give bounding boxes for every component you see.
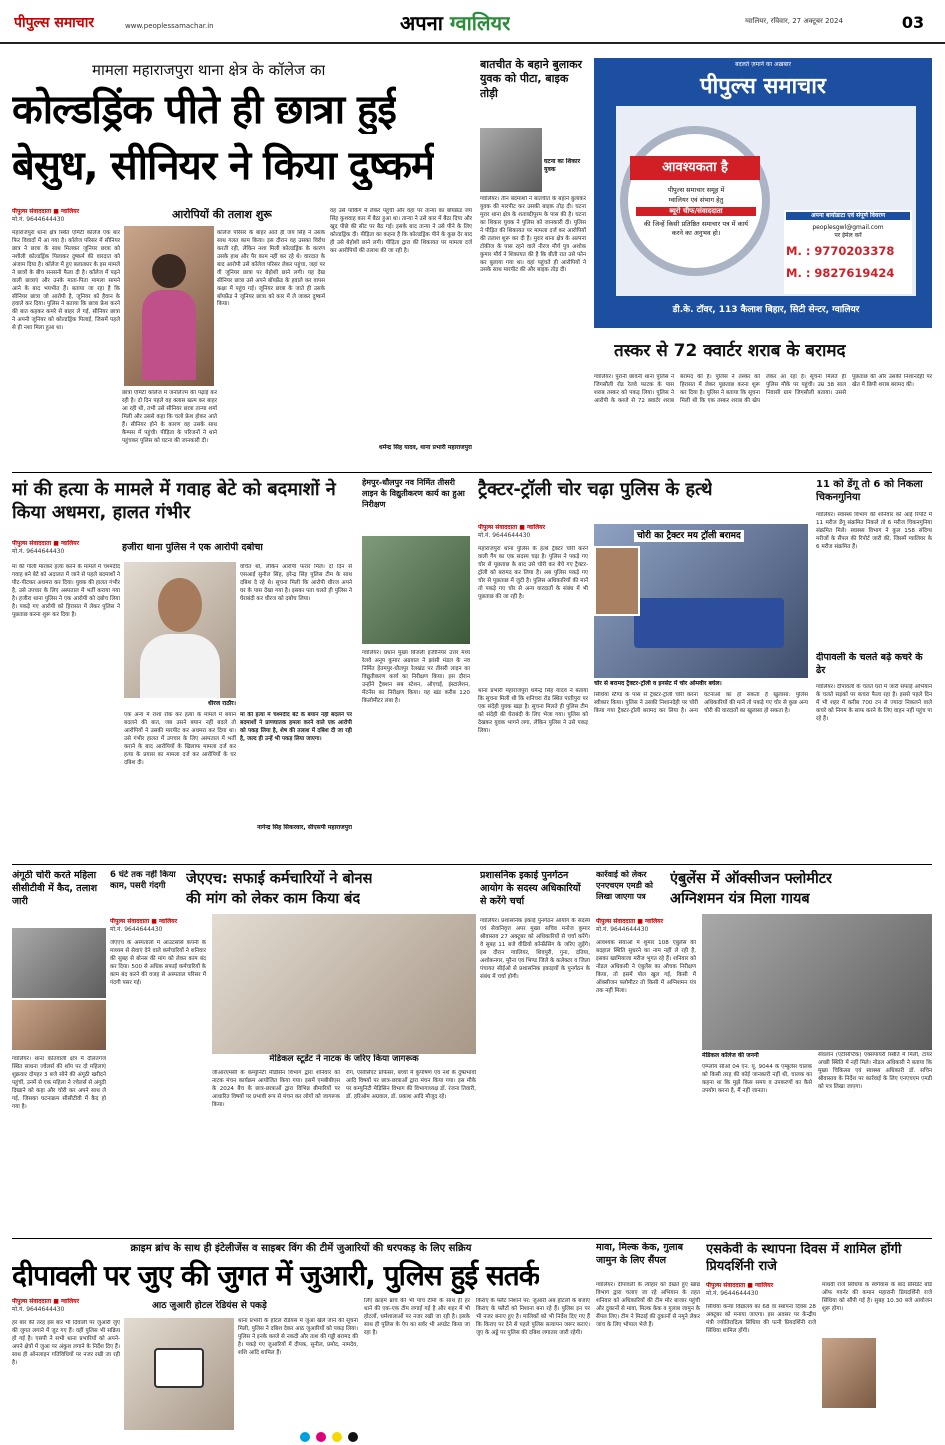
lead-headline-line2: बेसुध, सीनियर ने किया दुष्कर्म (12, 143, 434, 189)
ad-mobile-1: M. : 9770203378 (786, 244, 895, 258)
lead-mobile: मो.नं. 9644644430 (12, 216, 65, 224)
section-title-city: ग्वालियर (449, 11, 511, 35)
witness-byline (12, 540, 120, 556)
witness-col-1: मां की गोली मारकर हत्या करने के मामले में चश्मदीद गवाह बने बेटे को अदालत में जाने से पहले बदमाशों ने पीट-पीटकर अधमरा कर दिया। युवक की हालत गंभीर है, उसे उपचार के लिए अस्पताल में भर्ती कराया गया है। हजीरा थाना पुलिस ने एक आरोपी को दबोच लिया है। पकड़े गए आरोपी को हिरासत में लेकर पुलिस ने पूछताछ करना शुरू कर दिया है। (12, 564, 120, 618)
tractor-byline (478, 524, 588, 540)
liquor-story (594, 340, 932, 466)
ad-email-note: पर ईमेल करें (834, 232, 862, 239)
dengue-story (816, 478, 932, 646)
gamblers-story (12, 1242, 590, 1430)
lead-signoff: धर्मेन्द्र सिंह यादव, थाना प्रभारी महाराजपुरा (378, 444, 472, 451)
skv-mobile: मो.नं. 9644644430 (706, 1290, 759, 1298)
witness-photo-face-icon (158, 578, 202, 632)
lead-kicker: मामला महाराजपुरा थाना क्षेत्र के कॉलेज का (92, 61, 326, 79)
skv-photo (822, 1338, 876, 1408)
registration-mark-yellow (332, 1432, 342, 1442)
skv-byline-text: पीपुल्स संवाददाता ■ ग्वालियर (706, 1282, 774, 1289)
ambulance-headline-line1: एंबुलेंस में ऑक्सीजन फ्लोमीटर (670, 871, 832, 887)
divider-1 (12, 472, 932, 473)
woman-thief-photo-1 (12, 928, 106, 998)
lead-byline-text: पीपुल्स संवाददाता ■ ग्वालियर (12, 208, 80, 215)
ambulance-col-3: सेवलॉन (एंटीसेप्टिक) एक्सपायरी स्थिति में मिली, टायर अच्छी स्थिति में नहीं मिले। नोडल अधिकारी ने बताया कि मुख्य चिकित्सा एवं स्वास्थ्य अधिकारी डॉ. सचिन श्रीवास्तव के निर्देश पर कार्रवाई के लिए एनएचएम एमडी को पत्र लिखा जाएगा। (818, 1052, 932, 1090)
ad-body-panel (616, 106, 916, 296)
skv-col-2: माधवी राजे सिंधिया के स्वर्गवास के बाद प्रेसिडेंट बोर्ड ऑफ गवर्नर की कमान महारानी प्रियदर्शिनी राजे सिंधिया को सौंपी गई है। सुबह 10.30 बजे आयोजन शुरू होगा। (822, 1282, 932, 1312)
ambulance-photo-caption: मेडिकल कॉलेज की जननी (702, 1052, 759, 1059)
witness-quote: मां की हत्या में चश्मदीद बेटे के बयान नहीं बदलने पर बदमाशों ने प्राणघातक हमला करने वाले एक आरोपी को पकड़ लिया है, शेष की तलाश में दबिश दी जा रही है, जल्द ही उन्हें भी पकड़ लिया जाएगा। (240, 712, 352, 742)
diwali-garbage-story (816, 652, 932, 860)
bonus-story (110, 870, 476, 1234)
registration-mark-cyan (300, 1432, 310, 1442)
bonus-col-3: रोग, एसोसिएट प्रोफेसर, बच्चों में कुपोषण एवं नशे के दुष्प्रभावों आदि विषयों पर छात्र-छात्राओं द्वारा मंचन किया गया। इस मौके पर कम्युनिटी मेडिसिन विभाग की विभागाध्यक्ष डॉ. रंजना तिवारी, डॉ. हरिओम अग्रवाल, डॉ. प्रकाश आदि मौजूद रहे। (346, 1070, 476, 1100)
skv-headline: एसकेवी के स्थापना दिवस में शामिल होंगी प्रियदर्शिनी राजे (706, 1242, 902, 1274)
lead-col-1: महाराजपुरा थाना क्षेत्र स्थित एमिटी कॉलेज एक बार फिर विवादों में आ गया है। कॉलेज परिसर में सीनियर छात्र ने छात्रा के साथ मिलकर जूनियर छात्रा को नशीली कोल्डड्रिंक पिलाकर दुष्कर्म की वारदात को अंजाम दिया है। कॉलेज में हुए बलात्कार के इस मामले ने छात्रों के बीच सनसनी फैला दी है। कॉलेज में पढ़ने वाली छात्राएं और उनके माता-पिता मामला सामने आने के बाद भयभीत हैं। बताया जा रहा है कि सीनियर छात्रा जो आरोपी है, जूनियर को हैवान के हवाले कर दिया। पुलिस ने बताया कि छात्रा फ्रेश करने की बात कहकर कमरे से बाहर ले गई, सीनियर छात्रा ने अपनी जूनियर को कोल्डड्रिंक पिलाई, जिसमें पहले से ही नशा मिला हुआ था। (12, 230, 120, 332)
bonus-headline-line2: की मांग को लेकर काम किया बंद (186, 891, 361, 907)
witness-photo (124, 562, 236, 698)
ad-line3: की जिन्हें किसी प्रतिष्ठित समाचार पत्र में कार्य करने का अनुभव हो। (643, 220, 749, 237)
gamblers-kicker: क्राइम ब्रांच के साथ ही इंटेलीजेंस व साइबर विंग की टीमें जुआरियों की धरपकड़ के लिए सक्रिय (130, 1243, 472, 1254)
reorg-body: ग्वालियर। प्रशासनिक इकाई पुनर्गठन आयोग के सदस्य एवं सेवानिवृत्त अपर मुख्य सचिव मनोज कुमार श्रीवास्तव 27 अक्टूबर को अधिकारियों से चर्चा करेंगे। वे सुबह 11 बजे वीडियो कॉन्फ्रेंसिंग के जरिए जुड़ेंगे। इस दौरान ग्वालियर, शिवपुरी, गुना, दतिया, अशोकनगर, मुरैना एवं भिण्ड जिले के कलेक्टर व जिला पंचायत सीईओ से प्रशासनिक इकाइयों के पुनर्गठन के संबंध में चर्चा होगी। (480, 918, 590, 980)
ad-brand: पीपुल्स समाचार (700, 74, 826, 99)
gamblers-headline: दीपावली पर जुए की जुगत में जुआरी, पुलिस हुई सतर्क (12, 1259, 540, 1292)
ad-tagline: बदलते ज़माने का अख़बार (735, 61, 791, 68)
tractor-photo (594, 524, 808, 678)
ad-mobile-2: M. : 9827619424 (786, 266, 895, 280)
reorg-story (480, 870, 590, 1234)
dateline: ग्वालियर, रविवार, 27 अक्टूबर 2024 (745, 17, 843, 25)
ad-banner: आवश्यकता है (630, 156, 760, 180)
bonus-byline-text: पीपुल्स संवाददाता ■ ग्वालियर (110, 918, 178, 925)
witness-col-3: एक अन्य मे राशा रोक कर हत्या के मामले में बयान बदलने की बात, जब उसने बयान नहीं बदले तो आरोपियों ने उसकी मारपीट कर अधमरा कर दिया था। उसे गंभीर हालत में उपचार के लिए अस्पताल में भर्ती कराने के बाद आरोपियों के खिलाफ मामला दर्ज कर हत्या के प्रयास का मामला दर्ज कर आरोपियों के घर दबिश दी। (124, 712, 236, 766)
dengue-headline: 11 को डेंगू तो 6 को निकला चिकनगुनिया (816, 479, 923, 503)
gamblers-col-1: हर बार की तरह इस बार भी दिवाली पर जुआरी जुए की जुगत लगाने में जुट गए हैं। वहीं पुलिस भी सक्रिय हो गई है। एसपी ने सभी थाना प्रभारियों को अपने-अपने क्षेत्रों में जुआ पर अंकुश लगाने के निर्देश दिए हैं। साथ ही ऑनलाइन गतिविधियों पर नजर रखी जा रही है। (12, 1320, 120, 1366)
reorg-headline: प्रशासनिक इकाई पुनर्गठन आयोग के सदस्य अधिकारियों से करेंगे चर्चा (480, 870, 581, 907)
registration-mark-magenta (316, 1432, 326, 1442)
ambulance-story (596, 870, 932, 1234)
lead-byline (12, 208, 120, 224)
ambulance-side-tag: कार्रवाई को लेकर एनएचएम एमडी को लिखा जाएगा पत्र (596, 870, 653, 901)
gamblers-byline (12, 1298, 120, 1314)
tower-body: ग्वालियर। प्रधान मुख्य बिजली इंजीनियर उत्तर मध्य रेलवे अनूप कुमार अग्रवाल ने झांसी मंडल के नव निर्मित हेतमपुर-धौलपुर रेलखंड पर तीसरी लाइन का विद्युतीकरण कार्य का निरीक्षण किया। इस दौरान उन्होंने ट्रैक्शन सब स्टेशन, ओएचई, इंस्टालेशन, मेंटनेंस का निरीक्षण किया। यह खंड करीब 120 किलोमीटर लंबा है। (362, 650, 470, 704)
bonus-side-tag: 6 घंटे तक नहीं किया काम, पसरी गंदगी (110, 870, 176, 892)
tower-headline: हेमपुर-धौलपुर नव निर्मित तीसरी लाइन के विद्युतीकरण कार्य का हुआ निरीक्षण (362, 478, 465, 509)
tower-story (362, 478, 470, 860)
ad-email: peoplesgwl@gmail.com (812, 224, 884, 231)
gamblers-col-4: किराए के फ्लैट निशाने पर: जुआरी अब होटलों के बजाए किराए के फ्लैटों को निशाना बना रहे हैं। पुलिस इन पर भी नजर बनाए हुए है। मालिकों को भी निर्देश दिए गए हैं कि किराए पर देने से पहले पुलिस सत्यापन जरूर कराएं। जुए के अड्डे पर पुलिस की दबिश लगातार जारी रहेगी। (476, 1298, 590, 1336)
lead-story (12, 58, 474, 466)
lead-headline-line1: कोल्डड्रिंक पीते ही छात्रा हुई (12, 87, 396, 133)
woman-thief-headline: अंगूठी चोरी करते महिला सीसीटीवी में कैद, तलाश जारी (12, 870, 98, 907)
lead-photo-figure-icon (152, 254, 186, 288)
witness-headline: मां की हत्या के मामले में गवाह बेटे को बदमाशों ने किया अधमरा, हालत गंभीर (12, 479, 336, 524)
ad-address: डी.के. टॉवर, 113 कैलाश बिहार, सिटी सेन्टर, ग्वालियर (672, 305, 860, 315)
tractor-mobile: मो.नं. 9644644430 (478, 532, 531, 540)
lead-col-4: वह उसे पार्किंग में लेकर पहुंची और वहां पर तान्या का बॉयफ्रेंड जय सिंह कुशवाह कार में बैठा हुआ था। तान्या ने उसे कार में बैठा दिया और खुद पीछे की सीट पर बैठ गई। इसके बाद तान्या ने उसे पीने के लिए कोल्डड्रिंक दी। पीड़िता का कहना है कि कोल्डड्रिंक पीने के कुछ देर बाद ही उसे बेहोशी छाने लगी। पीड़िता द्वारा की शिकायत पर मामला दर्ज कर आरोपियों की तलाश की जा रही है। (330, 208, 472, 254)
registration-mark-black (348, 1432, 358, 1442)
ad-contact-text: अपना बायोडाटा एवं संपूर्ण विवरण (786, 212, 910, 220)
witness-quote-signoff: नागेन्द्र सिंह सिकरवार, सीएसपी महाराजपुरा (257, 824, 352, 831)
tractor-story (478, 478, 808, 860)
ambulance-headline-line2: अग्निशमन यंत्र मिला गायब (670, 891, 810, 907)
bike-photo (480, 128, 542, 192)
gamblers-col-2: थाना प्रभारी के होटल रेडियंस में जुआ खेले जाने की सूचना मिली, पुलिस ने दबिश देकर आठ जुआरियों को पकड़ लिया। पुलिस ने इनके कब्जे से नकदी और ताश की गड्डी बरामद की है। पकड़े गए जुआरियों में दीपक, सुनील, प्रमोद, नामदेव, शशि आदि शामिल हैं। (238, 1318, 358, 1356)
gamblers-cards-icon (154, 1348, 204, 1388)
divider-3 (12, 1238, 932, 1239)
diwali-garbage-headline: दीपावली के चलते बढ़े कचरे के ढेर (816, 652, 923, 676)
witness-col-2: वचित थी, लेकिन आरोपी फरार मिले। दो दिन से एसआई सुनील सिंह, हरेन्द्र सिंह पुलिस टीम के साथ दबिश दे रहे थे। सूचना मिली कि आरोपी धीरज अपने घर के पास देखा गया है। इसका पता चलते ही पुलिस ने घेराबंदी कर धीरज को दबोच लिया। (240, 564, 352, 602)
tractor-byline-text: पीपुल्स संवाददाता ■ ग्वालियर (478, 524, 546, 531)
bonus-headline-line1: जेएएच: सफाई कर्मचारियों ने बोनस (186, 871, 373, 887)
ad-line1: पीपुल्स समाचार समूह में (667, 186, 725, 194)
section-title (400, 10, 510, 37)
woman-thief-story (12, 870, 106, 1234)
gamblers-col-3: लिए क्राइम ब्रांच की भी पांच टीमों के साथ ही हर थाने की एक-एक टीम लगाई गई है और शहर में भी होटलों, धर्मशालाओं पर नजर रखी जा रही है। इसके साथ ही पुलिस के ऐप का सर्वर भी अपडेट किया जा रहा है। (364, 1298, 470, 1336)
bike-headline: बातचीत के बहाने बुलाकर युवक को पीटा, बाइक तोड़ी (480, 58, 583, 100)
bonus-byline (110, 918, 206, 934)
lead-col-2: कॉलेज परिसर के बाहर आते ही जय सिंह ने उसके साथ गलत काम किया। इस दौरान वह उसका विरोध करती रही, लेकिन नशा मिली कोल्डड्रिंक के कारण उसके हाथ और पैर काम नहीं कर रहे थे। वारदात के बाद आरोपी उसे कॉलेज परिसर लेकर पहुंचा, जहां पर वी जूनियर छात्रा पर बेहोशी छाने लगी। यह देख सीनियर छात्रा उसे अपने बॉयफ्रेंड के हवाले कर वापस कक्षा में पहुंच गई। जूनियर छात्रा के जाते ही उसके बॉयफ्रेंड ने जूनियर छात्रा को कार में ले जाकर दुष्कर्म किया। (217, 230, 325, 308)
lead-photo-dress-icon (142, 290, 196, 380)
ambulance-byline (596, 918, 696, 934)
lead-col-3: छात्रा एमिटी कॉलेज में जनलिज्म की पढ़ाई कर रही है। दो दिन पहले वह क्लास खत्म कर बाहर आ रही थी, तभी उसे सीनियर छात्रा तान्या शर्मा मिली और उससे कहा कि चलो फ्रेश होकर आते हैं। सीनियर होने के कारण वह उसके साथ कैम्पस में पहुंची। पीड़िता के परिजनों ने थाने पहुंचकर पुलिस को घटना की जानकारी दी। (122, 390, 217, 444)
witness-subhead: हजीरा थाना पुलिस ने एक आरोपी दबोचा (122, 542, 263, 553)
witness-photo-caption: धीरज राठौर। (207, 700, 236, 707)
section-title-prefix: अपना (400, 11, 443, 35)
tractor-col-3: सिंधिया स्टैण्ड के पास से ट्रैक्टर-ट्रॉली चोरी करना स्वीकार किया। पुलिस ने उसकी निशानदेही पर चोरी किया गया ट्रैक्टर-ट्रॉली बरामद कर लिया है। अन्य घटनाओं का हो सकता है खुलासा: पुलिस अधिकारियों की मानें तो पकड़े गए चोर से कुछ अन्य चोरी की वारदातों का खुलासा हो सकता है। (594, 692, 808, 714)
tractor-col-2: थाना प्रभारी महाराजपुरा धर्मेन्द्र सिंह यादव ने बताया कि सूचना मिली थी कि शनिचरा रोड स्थित पातीपुरा पर एक संदेही युवक खड़ा है। सूचना मिलते ही पुलिस टीम को संदेही की घेराबंदी के लिए भेजा गया। पुलिस को देखकर युवक भागने लगा, लेकिन पुलिस ने उसे पकड़ लिया। (478, 688, 588, 734)
ambulance-col-1: आवश्यक सेवाओं में शुमार 108 एंबुलेंस की बदहाल स्थिति सुधरने का नाम नहीं ले रही है, इसका खामियाजा मरीज भुगत रहे हैं। शनिवार को नोडल अधिकारी ने एंबुलेंस का औचक निरीक्षण किया, तो इसमें पोल खुल गई, किसी में ऑक्सीजन फ्लोमीटर तो किसी में अग्निशमन यंत्र तक नहीं मिला। (596, 940, 696, 994)
sweets-story (596, 1242, 700, 1430)
diwali-garbage-body: ग्वालियर। दीपावली के चलते घरों में जारी सफाई अभियान के चलते सड़कों पर कचरा फैला रहा है। इससे पहले दिन में भी शहर में करीब 700 टन से ज्यादा निकलने वाले कचरे को निगम के साफ करने के लिए वाहन नहीं पहुंच पा रहे हैं। (816, 684, 932, 722)
tractor-photo-vehicle-icon (634, 598, 784, 648)
masthead-brand: पीपुल्स समाचार (14, 15, 95, 31)
witness-photo-shirt-icon (140, 634, 220, 698)
skv-byline (706, 1282, 816, 1298)
woman-thief-photo-2 (12, 1000, 106, 1050)
woman-thief-body: ग्वालियर। थाना कोतवाली क्षेत्र में दौलतगंज स्थित साधना ज्वेलर्स की शॉप पर दो महिलाएं शुक्रवार दोपहर 3 बजे सोने की अंगूठी खरीदने पहुंचीं, उनमें से एक महिला ने ज्वेलर्स से अंगूठी दिखाने को कहा और चोरी कर अपने साथ ले गई, जिसका घटनाक्रम सीसीटीवी में कैद हो गया है। (12, 1056, 106, 1110)
ambulance-mobile: मो.नं. 9644644430 (596, 926, 649, 934)
bonus-col-1: जेएएच के अस्पतालों में आउटसोर्स कंपनी के माध्यम से सेवाएं देने वाले कर्मचारियों ने शनिवार की सुबह से बोनस की मांग को लेकर काम बंद कर दिया। 500 से अधिक सफाई कर्मचारियों के काम बंद करने की वजह से अस्पताल परिसर में गंदगी पसर गई। (110, 940, 206, 986)
ad-contact-box (784, 210, 912, 294)
tractor-photo-banner: चोरी का ट्रैक्टर मय ट्रॉली बरामद (634, 530, 744, 542)
tractor-headline: ट्रैक्टर-ट्रॉली चोर चढ़ा पुलिस के हत्थे (478, 479, 713, 500)
bonus-photo (212, 914, 476, 1054)
skv-col-1: सिंधिया कन्या विद्यालय का 68 वां स्थापना दिवस 28 अक्टूबर को मनाया जाएगा। इस अवसर पर केन्द्रीय मंत्री ज्योतिरादित्य सिंधिया की पत्नी प्रियदर्शिनी राजे सिंधिया शामिल होंगी। (706, 1304, 816, 1334)
bike-photo-caption: घटना का शिकार युवक (544, 158, 581, 174)
ambulance-col-2: एम्प्लॉय सीओ 04 एन. यू. 9044 के एम्बुलेंस चालक को किसी तरह की कोई जानकारी नहीं थी, चालक का कहना था कि मुझे किस समय व उपकरणों का कैसे उपयोग करना है, मैं नहीं जानता। (702, 1064, 812, 1094)
page-number: 03 (901, 13, 925, 32)
gamblers-mobile: मो.नं. 9644644430 (12, 1306, 65, 1314)
tractor-photo-caption: चोर से बरामद ट्रैक्टर-ट्रॉली व इनसेट में चोर ओमवीर बघेल। (594, 680, 722, 687)
tractor-col-1: महाराजपुरा थाना पुलिस के हत्थे ट्रैक्टर चोरी करने वाली गैंग का एक सदस्य चढ़ा है। पुलिस ने पकड़े गए चोर से पूछताछ के बाद उसे चोरी कर बेचे गए ट्रैक्टर-ट्रॉली को बरामद कर लिया है। अब पुलिस पकड़े गए चोर से पूछताछ में जुटी है। पुलिस अधिकारियों की मानें तो पकड़े गए चोर से अन्य वारदातों के संबंध में भी पूछताछ की जा रही है। (478, 546, 588, 600)
bonus-col-2: जीआरएमसी के कम्युनिटी मेडिसिन विभाग द्वारा शनिवार को नाटक मंचन कार्यक्रम आयोजित किया गया। इसमें एमबीबीएस के 2024 बैच के छात्र-छात्राओं द्वारा विभिन्न बीमारियों पर आधारित विषयों पर प्रभावी रूप से मंचन कर लोगों को जागरूक किया। (212, 1070, 340, 1108)
tractor-photo-inset (594, 546, 640, 616)
dengue-body: ग्वालियर। स्वास्थ्य विभाग की शनिवार को आई रिपोर्ट में 11 मरीज डेंगू संक्रमित निकले तो 6 मरीज चिकनगुनिया संक्रमित मिले। स्वास्थ्य विभाग ने कुल 158 संदिग्ध मरीजों के सैंपल की रिपोर्ट जारी की, जिसमें ग्वालियर के 6 मरीज संक्रमित हैं। (816, 512, 932, 550)
witness-mobile: मो.नं. 9644644430 (12, 548, 65, 556)
recruitment-ad (594, 58, 932, 328)
liquor-headline: तस्कर से 72 क्वार्टर शराब के बरामद (614, 341, 846, 361)
bike-story (480, 58, 588, 466)
liquor-body: ग्वालियर। पुरानी छावनी थाना पुलिस ने जिगसौली रोड रेलवे फाटक के पास शराब तस्कर को पकड़ लिया। पुलिस ने आरोपी के कब्जे से 72 क्वार्टर शराब बरामद की है। पुलिस ने तस्कर को हिरासत में लेकर पूछताछ करना शुरू कर दिया है। पुलिस ने बताया कि सूचना मिली थी कि एक तस्कर शराब की खेप लेकर आ रहा है। सूचना मिलते ही पुलिस मौके पर पहुंची। उम्र 38 साल निवासी ग्राम जिगसौली बताया। उससे पूछताछ की और उसकी निशानदेही पर खेत में छिपी शराब बरामद की। (594, 374, 932, 404)
ambulance-photo (702, 914, 932, 1050)
lead-photo (124, 226, 214, 386)
ad-line2: ग्वालियर एवं संभाग हेतु (668, 196, 724, 204)
ad-role: ब्यूरो चीफ/संवाददाता (636, 207, 756, 216)
ambulance-byline-text: पीपुल्स संवाददाता ■ ग्वालियर (596, 918, 664, 925)
skv-story (706, 1242, 932, 1430)
divider-2 (12, 864, 932, 865)
witness-byline-text: पीपुल्स संवाददाता ■ ग्वालियर (12, 540, 80, 547)
bike-body: ग्वालियर। तीन बदमाशों ने बातचीत के बहाने बुलाकर युवक की मारपीट कर उसकी बाइक तोड़ दी। घटना मुरार थाना क्षेत्र के शताब्दीपुरम के पास की है। घटना का शिकार युवक ने पुलिस को जानकारी दी। पुलिस ने पीड़ित की शिकायत पर मामला दर्ज कर आरोपियों की तलाश शुरू कर दी है। मुरार थाना क्षेत्र के अल्पना टॉकीज के पास रहने वाले नीरज मौर्य पुत्र अशोक कुमार मौर्य ने शिकायत की है कि बीती रात उसे फोन कर बुलाया गया था। वहां पहुंचते ही आरोपियों ने उसके साथ मारपीट की और बाइक तोड़ दी। (480, 196, 586, 274)
lead-subhead: आरोपियों की तलाश शुरू (172, 208, 272, 221)
gamblers-illustration (124, 1318, 234, 1430)
gamblers-byline-text: पीपुल्स संवाददाता ■ ग्वालियर (12, 1298, 80, 1305)
witness-story (12, 478, 354, 860)
gamblers-subhead: आठ जुआरी होटल रेडियंस से पकड़े (152, 1301, 267, 1311)
sweets-body: ग्वालियर। दीपावली के त्योहार को देखते हुए खाद्य विभाग द्वारा चलाए जा रहे अभियान के तहत शनिवार को अधिकारियों की टीम मोर बाजार पहुंची और दुकानों से मावा, मिल्क केक व गुलाब जामुन के सैंपल लिए। टीम ने मिठाई की दुकानों से नमूने लेकर जांच के लिए भोपाल भेजे हैं। (596, 1282, 700, 1328)
tower-photo (362, 536, 470, 644)
bonus-mobile: मो.नं. 9644644430 (110, 926, 163, 934)
masthead (0, 0, 945, 44)
bonus-photo-caption: मेडिकल स्टूडेंट ने नाटक के जरिए किया जागरूक (212, 1054, 476, 1065)
masthead-website: www.peoplessamachar.in (125, 22, 214, 30)
sweets-headline: मावा, मिल्क केक, गुलाब जामुन के लिए सैंपल (596, 1242, 684, 1266)
